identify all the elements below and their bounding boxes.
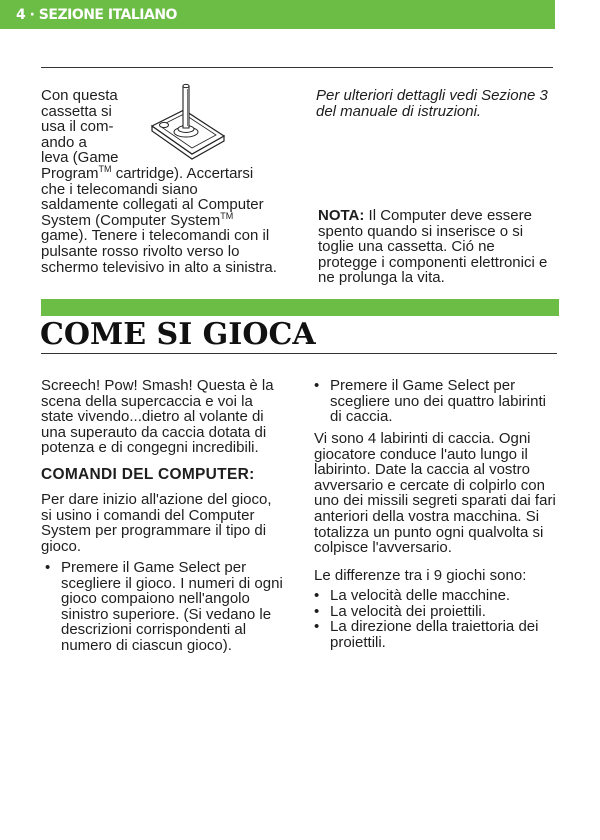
- nota-text: Il Computer deve essere spento quando si inserisce o si toglie una cassetta. Ció ne protegge i componenti elettronici e ne prolunga la vita.: [318, 207, 548, 287]
- intro-cartridge-text: cartridge). Accertarsi che i telecomandi siano saldamente collegati al Computer System (Computer System: [41, 165, 264, 229]
- trademark-1: TM: [98, 164, 112, 174]
- list-item: • Premere il Game Select per scegliere il gioco. I numeri di ogni gioco compaiono nell'angolo sinistro superiore. (Si vedano le descrizioni corrispondenti al numero di ciascun gioco).: [45, 560, 287, 654]
- list-item: • La direzione della traiettoria dei proiettili.: [314, 619, 560, 650]
- intro-line-3: usa il com-: [41, 118, 114, 136]
- computer-commands-heading: COMANDI DEL COMPUTER:: [41, 466, 255, 483]
- nota-paragraph: [318, 208, 558, 286]
- intro-line-4: ando a: [41, 133, 87, 151]
- game-intro-paragraph: Screech! Pow! Smash! Questa è la scena della supercaccia e voi la state vivendo...dietro al volante di una superauto da caccia dotata di potenza e di congegni incredibili.: [41, 377, 274, 457]
- section-rule: [41, 353, 557, 354]
- trademark-2: TM: [220, 210, 234, 221]
- joystick-icon: [146, 80, 228, 162]
- left-bullet-list: [45, 560, 287, 654]
- intro-paragraph: [41, 166, 277, 275]
- list-item: • La velocità dei proiettili.: [314, 604, 560, 620]
- intro-line-2: cassetta si: [41, 102, 112, 120]
- intro-program-text: Program: [41, 165, 99, 182]
- manual-reference: Per ulteriori dettagli vedi Sezione 3 del manuale di istruzioni.: [316, 87, 548, 120]
- intro-line-5: leva (Game: [41, 149, 119, 167]
- header-band: [0, 0, 555, 29]
- list-item: • La velocità delle macchine.: [314, 588, 560, 604]
- differences-list: [314, 588, 560, 650]
- commands-paragraph: Per dare inizio all'azione del gioco, si usino i comandi del Computer System per programmare il tipo di gioco.: [41, 491, 272, 555]
- nota-label: NOTA:: [318, 207, 365, 224]
- intro-line-1: Con questa: [41, 87, 118, 104]
- right-bullet-list: [314, 378, 558, 425]
- section-title: COME SI GIOCA: [40, 317, 316, 352]
- section-green-bar: [41, 299, 559, 316]
- intro-game-text: game). Tenere i telecomandi con il pulsante rosso rivolto verso lo schermo televisivo in alto a sinistra.: [41, 227, 277, 276]
- mazes-paragraph: Vi sono 4 labirinti di caccia. Ogni giocatore conduce l'auto lungo il labirinto. Date la caccia al vostro avversario e cercate di colpirlo con uno dei missili segreti sparati dai fari anteriori della vostra macchina. Si totalizza un punto ogni qualvolta si colpisce l'avversario.: [314, 430, 556, 557]
- header-label: 4 · SEZIONE ITALIANO: [16, 7, 177, 23]
- top-rule: [41, 67, 553, 68]
- list-item: • Premere il Game Select per scegliere uno dei quattro labirinti di caccia.: [314, 378, 558, 425]
- differences-intro: Le differenze tra i 9 giochi sono:: [314, 567, 527, 584]
